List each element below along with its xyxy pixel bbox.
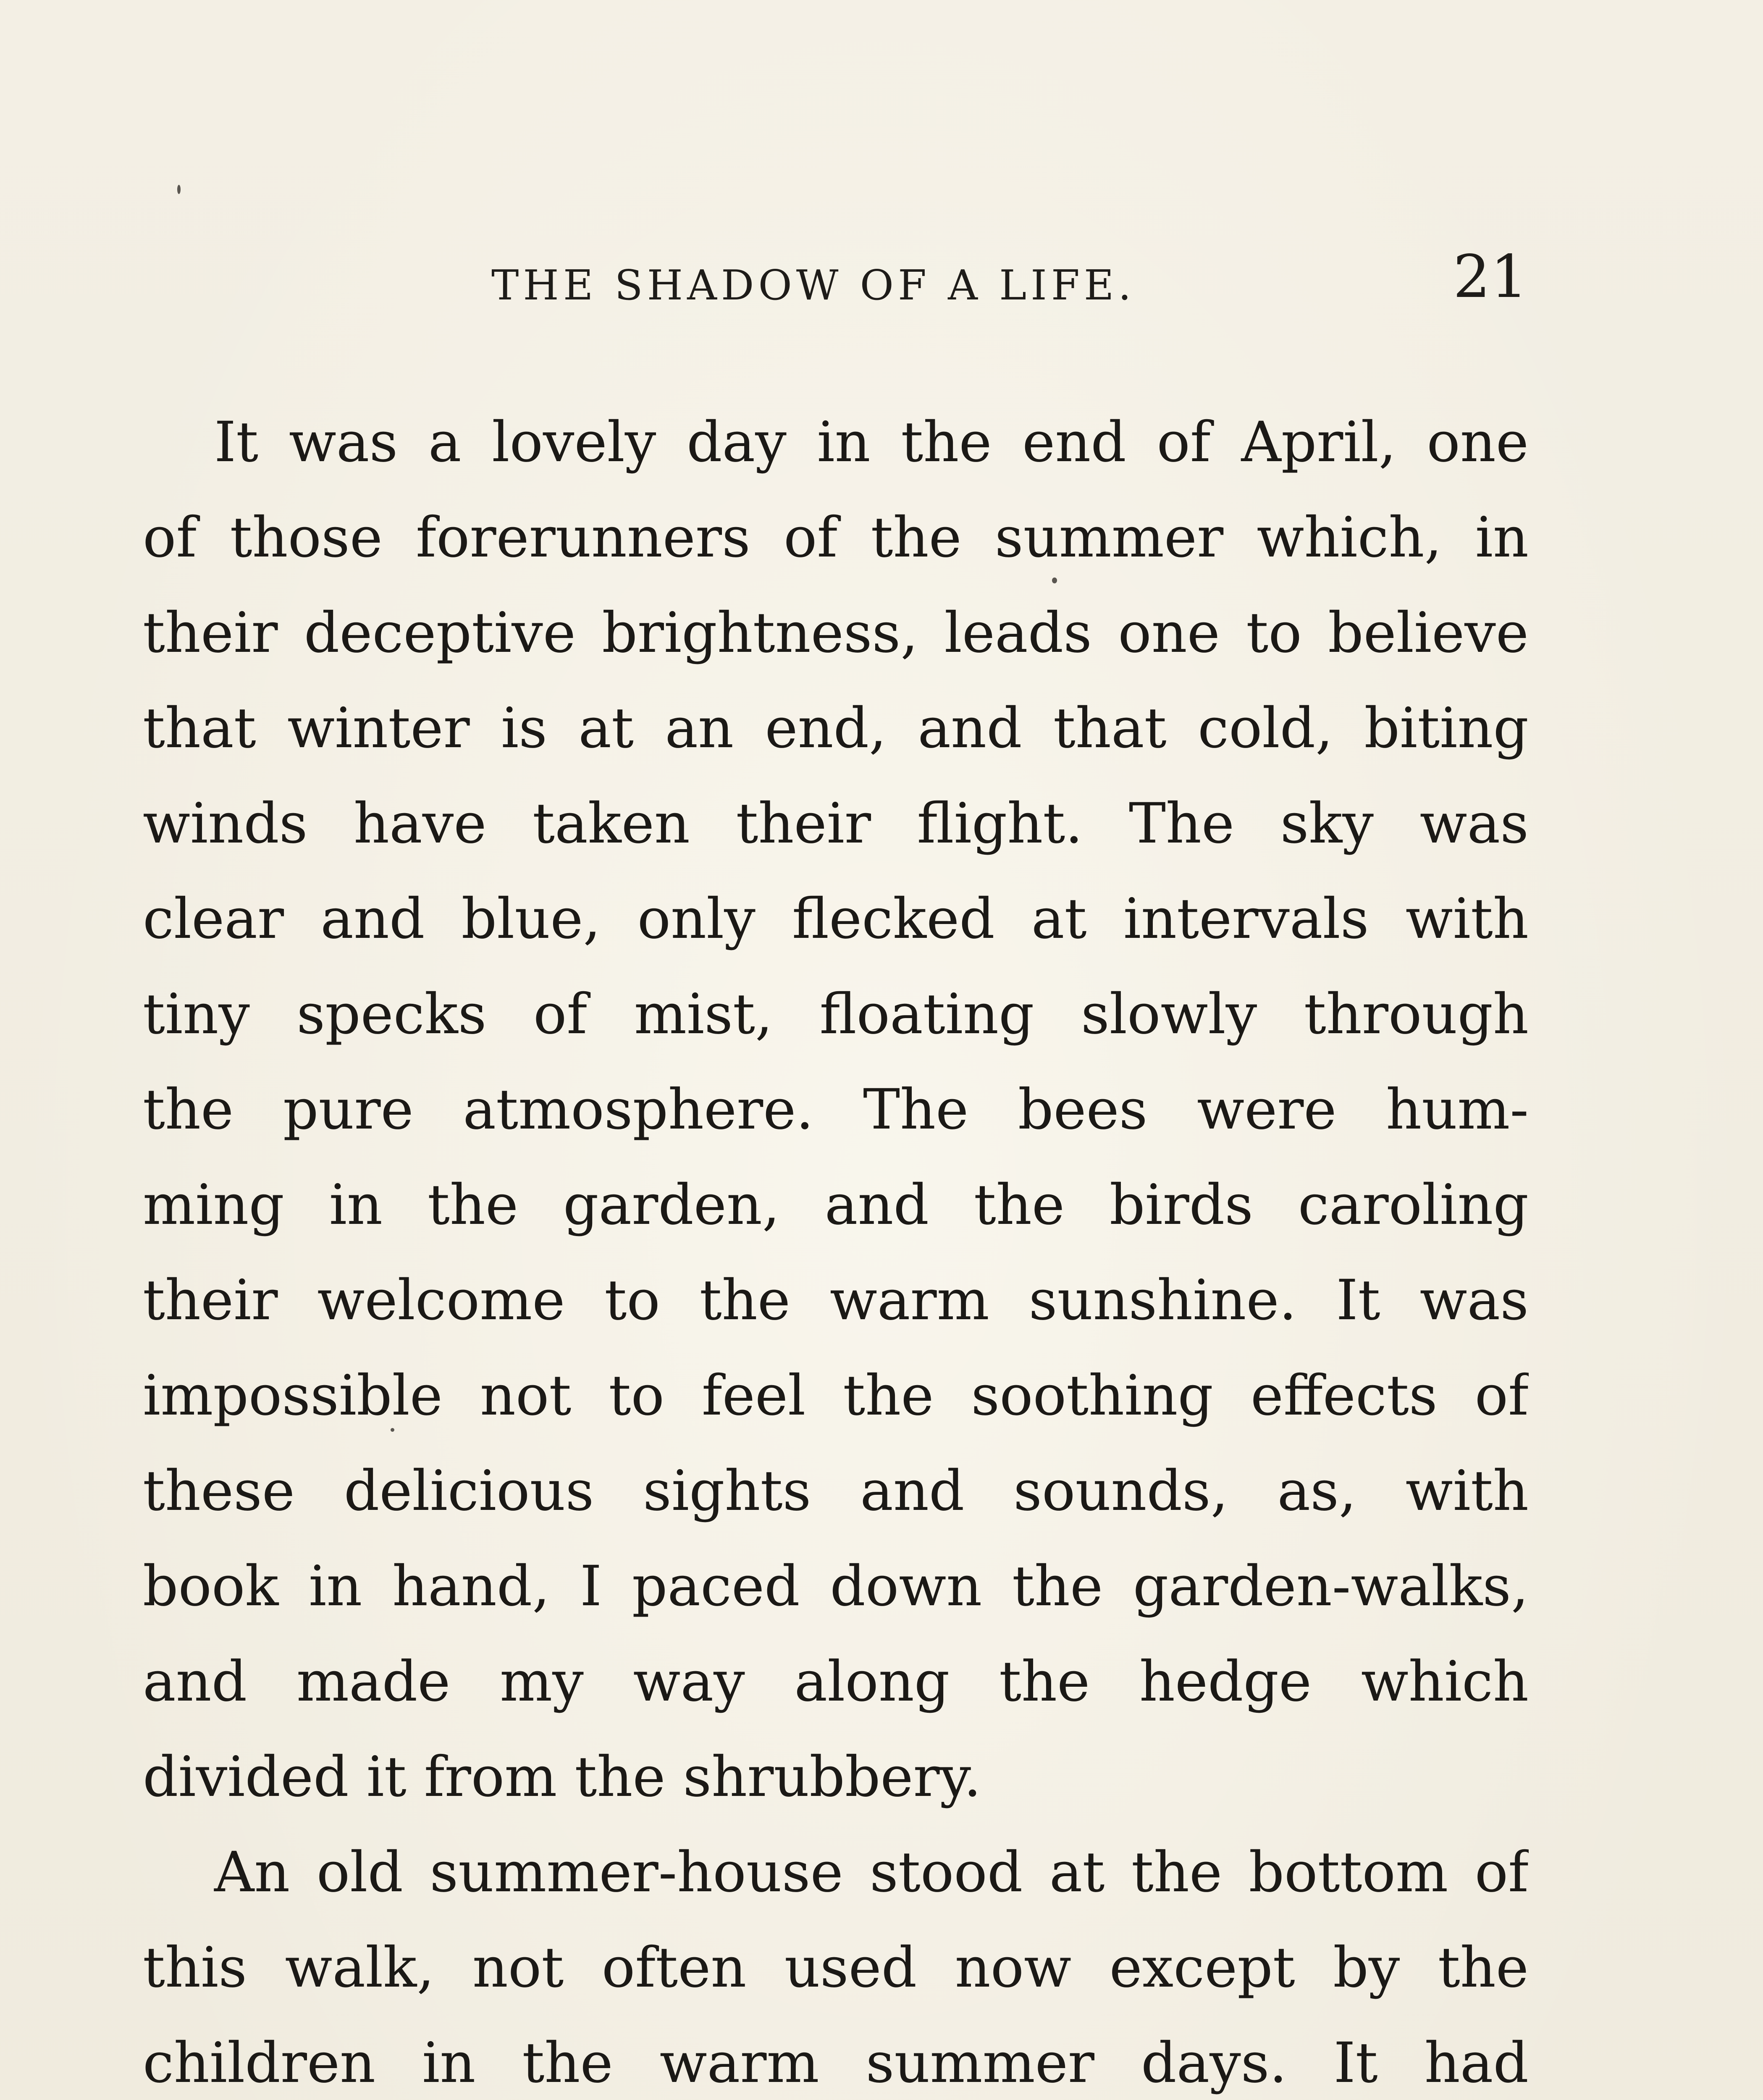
text-line: that winter is at an end, and that cold, biting xyxy=(143,696,1529,761)
text-line: the pure atmosphere. The bees were hum- xyxy=(143,1077,1529,1142)
text-line: book in hand, I paced down the garden-walks, xyxy=(143,1554,1529,1619)
text-line: their welcome to the warm sunshine. It was xyxy=(143,1268,1529,1333)
text-line: clear and blue, only flecked at intervals with xyxy=(143,887,1529,951)
text-line: this walk, not often used now except by the xyxy=(143,1935,1529,2000)
text-line: ming in the garden, and the birds caroling xyxy=(143,1173,1529,1237)
text-line: It was a lovely day in the end of April, one xyxy=(214,410,1529,475)
text-line: divided it from the shrubbery. xyxy=(143,1745,981,1809)
text-line: impossible not to feel the soothing effects of xyxy=(143,1363,1529,1428)
text-line: of those forerunners of the summer which, in xyxy=(143,505,1529,570)
text-line: and made my way along the hedge which xyxy=(143,1649,1529,1714)
page-number: 21 xyxy=(1453,243,1528,311)
body-text xyxy=(143,395,1529,2100)
paragraph xyxy=(143,1825,1529,2100)
text-line: An old summer-house stood at the bottom of xyxy=(214,1840,1529,1905)
text-line: winds have taken their flight. The sky was xyxy=(143,791,1529,856)
ink-speck xyxy=(177,185,181,194)
text-line: these delicious sights and sounds, as, with xyxy=(143,1459,1529,1523)
paragraph xyxy=(143,395,1529,1825)
text-line: children in the warm summer days. It had xyxy=(143,2031,1529,2095)
running-header: THE SHADOW OF A LIFE. xyxy=(491,262,1136,310)
text-line: tiny specks of mist, floating slowly through xyxy=(143,982,1529,1047)
text-line: their deceptive brightness, leads one to believe xyxy=(143,601,1529,665)
